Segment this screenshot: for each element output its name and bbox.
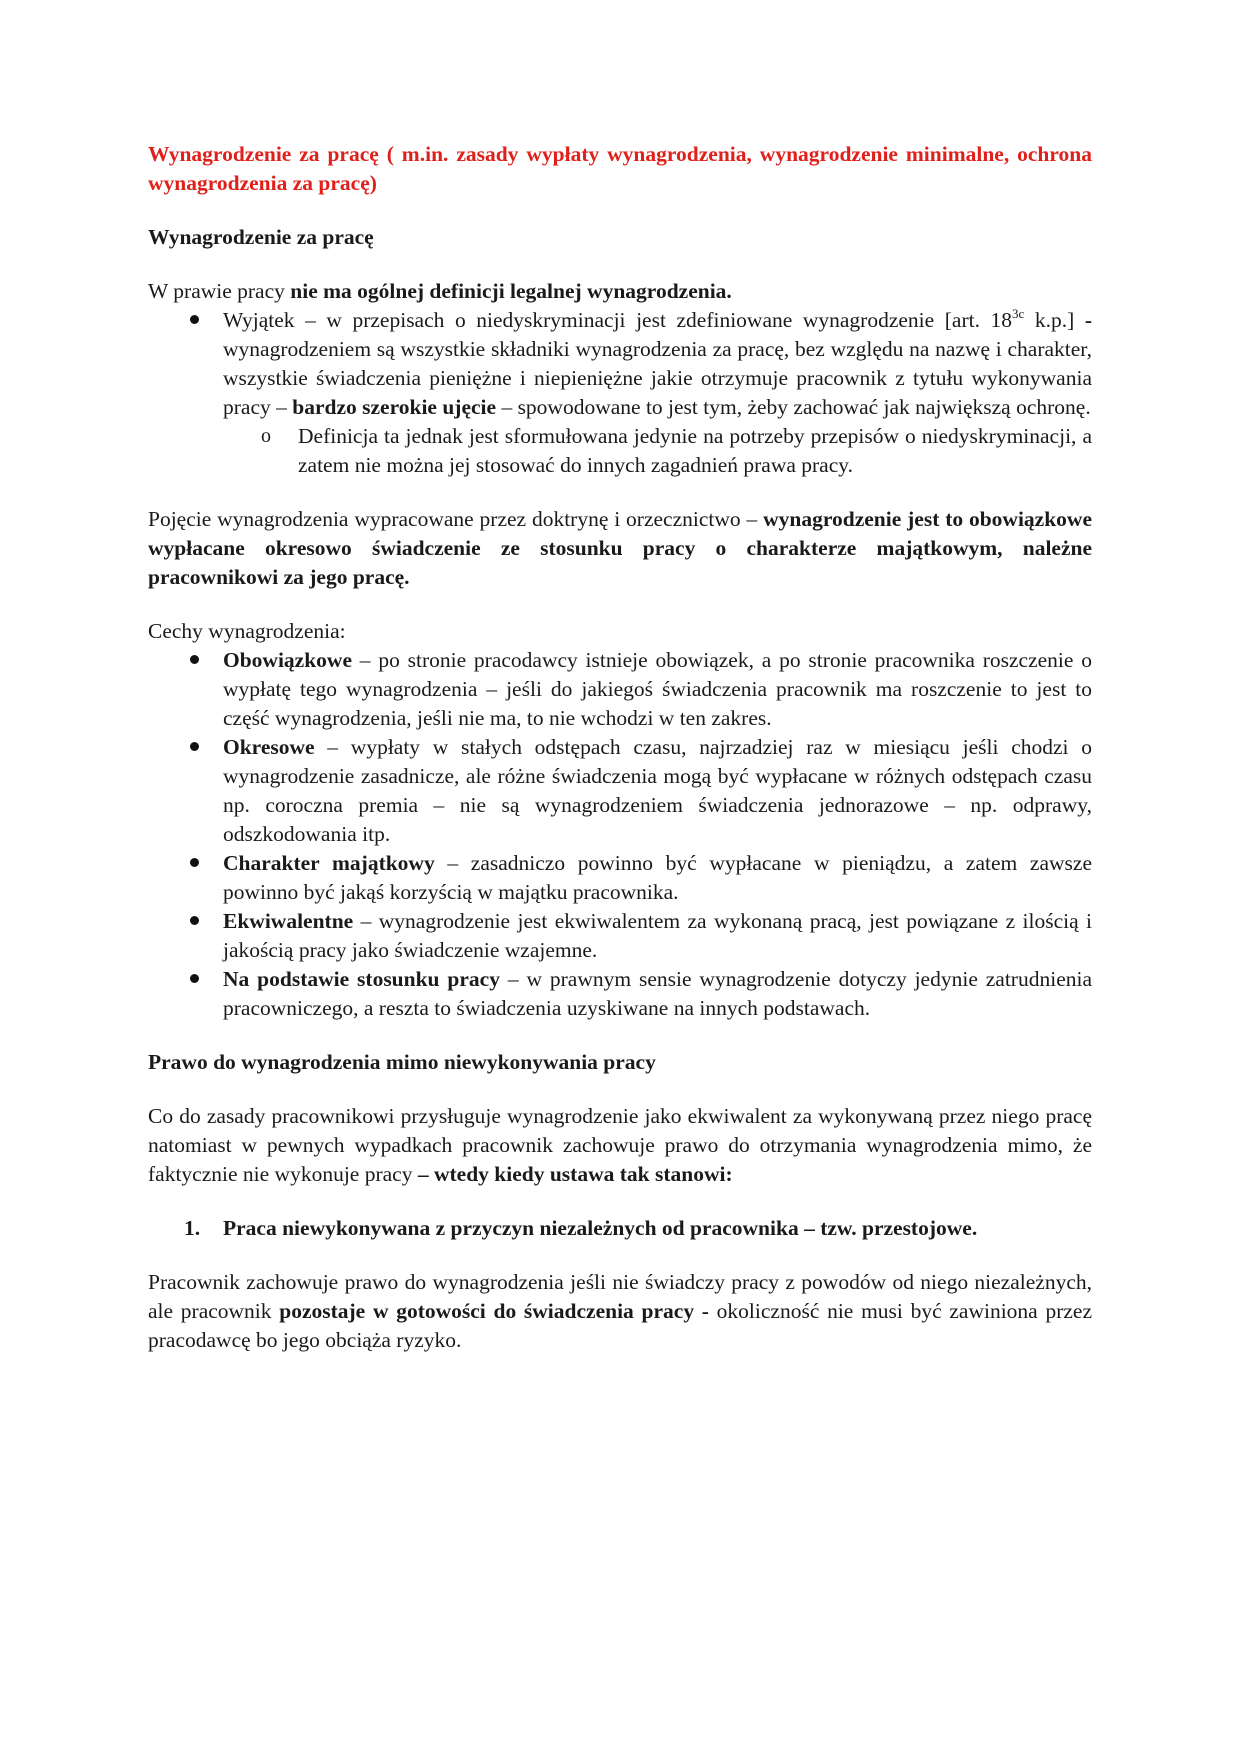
final-plain: Pracownik zachowuje prawo do wynagrodzenia jeśli nie świadczy pracy z powodów od niego niezależnych, ale pracownik (148, 1270, 1092, 1323)
section2-bold: – wtedy kiedy ustawa tak stanowi: (417, 1162, 733, 1186)
item-number: 1. (184, 1216, 201, 1240)
section-heading-wynagrodzenie: Wynagrodzenie za pracę (148, 225, 374, 249)
final-bold: pozostaje w gotowości do świadczenia pracy - (279, 1299, 709, 1323)
list-item (148, 965, 1092, 1023)
bullet-icon (190, 974, 199, 983)
section2-paragraph (148, 1102, 1092, 1189)
bullet-icon (190, 655, 199, 664)
final-plain: okoliczność nie musi być zawiniona przez pracodawcę bo jego obciąża ryzyko. (148, 1299, 1092, 1352)
feature-term: Charakter majątkowy (223, 851, 435, 875)
list-item (148, 646, 1092, 733)
bullet-icon (190, 315, 199, 324)
list-item (148, 849, 1092, 907)
bullet-text: k.p.] (1024, 308, 1085, 332)
feature-text: – wynagrodzenie jest ekwiwalentem za wykonaną pracą, jest powiązane z ilością i jakością pracy jako świadczenie wzajemne. (223, 909, 1092, 962)
sub-list-item (148, 422, 1092, 480)
section-heading-prawo: Prawo do wynagrodzenia mimo niewykonywania pracy (148, 1050, 656, 1074)
list-item (148, 907, 1092, 965)
bullet-text: – spowodowane to jest tym, żeby zachować jak największą ochronę. (496, 395, 1091, 419)
numbered-item (148, 1214, 1092, 1243)
features-heading: Cechy wynagrodzenia: (148, 619, 346, 643)
section2-plain: Co do zasady pracownikowi przysługuje wynagrodzenie jako ekwiwalent za wykonywaną przez niego pracę natomiast w pewnych wypadkach pracownik zachowuje prawo do otrzymania wynagrodzenia mimo, że faktycznie nie wykonuje pracy (148, 1104, 1092, 1186)
intro-bold: nie ma ogólnej definicji legalnej wynagrodzenia. (290, 279, 732, 303)
feature-term: Okresowe (223, 735, 315, 759)
superscript: 3c (1012, 306, 1025, 321)
bullet-icon (190, 858, 199, 867)
feature-text: – wypłaty w stałych odstępach czasu, najrzadziej raz w miesiącu jeśli chodzi o wynagrodzenie zasadnicze, ale różne świadczenia mogą być wypłacane w różnych odstępach czasu np. coroczna premia – nie są wynagrodzeniem świadczenia jednorazowe – np. odprawy, odszkodowania itp. (223, 735, 1092, 846)
intro-plain: W prawie pracy (148, 279, 291, 303)
feature-text: – w prawnym sensie wynagrodzenie dotyczy jedynie zatrudnienia pracowniczego, a reszta to świadczenia uzyskiwane na innych podstawach. (223, 967, 1092, 1020)
intro-paragraph (148, 277, 1092, 306)
definition-list (148, 306, 1092, 422)
document-page (148, 140, 1092, 1355)
feature-term: Ekwiwalentne (223, 909, 354, 933)
sub-list (148, 422, 1092, 480)
list-item (148, 733, 1092, 849)
bullet-bold: bardzo szerokie ujęcie (292, 395, 497, 419)
concept-bold: wynagrodzenie jest to obowiązkowe wypłacane okresowo świadczenie ze stosunku pracy o charakterze majątkowym, należne pracownikowi za jego pracę. (148, 507, 1093, 589)
concept-plain: Pojęcie wynagrodzenia wypracowane przez doktrynę i orzecznictwo – (148, 507, 764, 531)
sub-bullet-text: Definicja ta jednak jest sformułowana jedynie na potrzeby przepisów o niedyskryminacji, a zatem nie można jej stosować do innych zagadnień prawa pracy. (298, 424, 1092, 477)
numbered-text: Praca niewykonywana z przyczyn niezależnych od pracownika – tzw. przestojowe. (223, 1216, 978, 1240)
bullet-text: Wyjątek – w przepisach o niedyskryminacji jest zdefiniowane wynagrodzenie [art. 18 (223, 308, 1013, 332)
feature-text: – po stronie pracodawcy istnieje obowiązek, a po stronie pracownika roszczenie o wypłatę tego wynagrodzenia – jeśli do jakiegoś świadczenia pracownik ma roszczenie to jest to część wynagrodzenia, jeśli nie ma, to nie wchodzi w ten zakres. (223, 648, 1092, 730)
final-paragraph (148, 1268, 1092, 1355)
bullet-bold: - (1084, 308, 1092, 332)
bullet-icon (190, 742, 199, 751)
feature-term: Obowiązkowe (223, 648, 352, 672)
bullet-icon (190, 916, 199, 925)
document-title: Wynagrodzenie za pracę ( m.in. zasady wypłaty wynagrodzenia, wynagrodzenie minimalne, ochrona wynagrodzenia za pracę) (148, 142, 1092, 195)
numbered-list (148, 1214, 1092, 1243)
features-list (148, 646, 1092, 1023)
feature-term: Na podstawie stosunku pracy (223, 967, 500, 991)
list-item (148, 306, 1092, 422)
circle-bullet-icon: o (261, 425, 271, 447)
bullet-text: wynagrodzeniem są wszystkie składniki wynagrodzenia za pracę, bez względu na nazwę i charakter, wszystkie świadczenia pieniężne i niepieniężne jakie otrzymuje pracownik z tytułu wykonywania pracy – (223, 337, 1092, 419)
concept-paragraph (148, 505, 1092, 592)
feature-text: – zasadniczo powinno być wypłacane w pieniądzu, a zatem zawsze powinno być jakąś korzyścią w majątku pracownika. (223, 851, 1092, 904)
